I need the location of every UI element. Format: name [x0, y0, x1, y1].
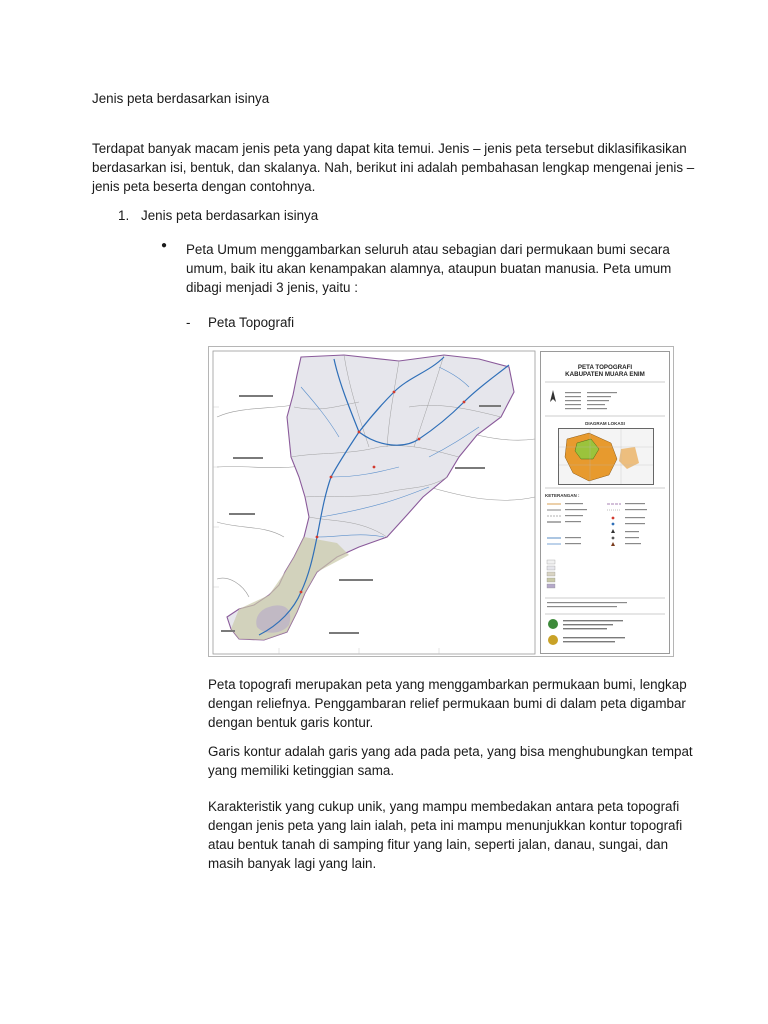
- north-arrow-icon: [550, 390, 556, 402]
- locator-drawing: [559, 429, 653, 484]
- bullet-icon: ●: [161, 240, 168, 251]
- locator-label: DIAGRAM LOKASI: [585, 421, 625, 426]
- bullet-line: umum, baik itu akan kenampakan alamnya, ataupun buatan manusia. Peta umum: [186, 261, 672, 276]
- paragraph-line: Karakteristik yang cukup unik, yang mampu membedakan antara peta topografi: [208, 799, 680, 814]
- bullet-line: Peta Umum menggambarkan seluruh atau sebagian dari permukaan bumi secara: [186, 242, 670, 257]
- legend-heading: KETERANGAN :: [545, 493, 580, 498]
- locator-inset-map: [558, 428, 654, 485]
- list-item-text: Jenis peta berdasarkan isinya: [141, 208, 319, 223]
- map-title-line: PETA TOPOGRAFI: [577, 364, 633, 371]
- paragraph-line: masih banyak lagi yang lain.: [208, 856, 377, 871]
- paragraph-line: yang memiliki ketinggian sama.: [208, 763, 395, 778]
- bullet-paragraph: [186, 240, 686, 297]
- paragraph-line: dengan bentuk garis kontur.: [208, 715, 374, 730]
- map-subtitle-line: KABUPATEN MUARA ENIM: [565, 371, 645, 378]
- intro-line: Terdapat banyak macam jenis peta yang dapat kita temui. Jenis – jenis peta tersebut diklasifikasikan: [92, 141, 687, 156]
- list-number: 1.: [118, 208, 130, 223]
- paragraph-line: atau bentuk tanah di samping fitur yang lain, seperti jalan, danau, sungai, dan: [208, 837, 669, 852]
- legend-decoration: [541, 352, 669, 653]
- dash-marker: -: [186, 315, 191, 330]
- paragraph-line: Garis kontur adalah garis yang ada pada peta, yang bisa menghubungkan tempat: [208, 744, 693, 759]
- map-legend-panel: [540, 351, 670, 654]
- intro-paragraph: [92, 139, 695, 196]
- paragraph-definition: [208, 675, 688, 732]
- topographic-map-image: [208, 346, 674, 657]
- intro-line: berdasarkan isi, bentuk, dan skalanya. Nah, berikut ini adalah pembahasan lengkap mengenai jenis –: [92, 160, 695, 175]
- sub-item-title: Peta Topografi: [208, 315, 295, 330]
- paragraph-contour: [208, 742, 693, 780]
- paragraph-line: dengan reliefnya. Penggambaran relief permukaan bumi di dalam peta digambar: [208, 696, 686, 711]
- paragraph-line: Peta topografi merupakan peta yang menggambarkan permukaan bumi, lengkap: [208, 677, 687, 692]
- bullet-line: dibagi menjadi 3 jenis, yaitu :: [186, 280, 358, 295]
- document-heading: Jenis peta berdasarkan isinya: [92, 91, 270, 106]
- paragraph-line: dengan jenis peta yang lain ialah, peta ini mampu menunjukkan kontur topografi: [208, 818, 683, 833]
- map-drawing: [209, 347, 539, 658]
- intro-line: jenis peta beserta dengan contohnya.: [92, 179, 316, 194]
- paragraph-characteristics: [208, 797, 688, 873]
